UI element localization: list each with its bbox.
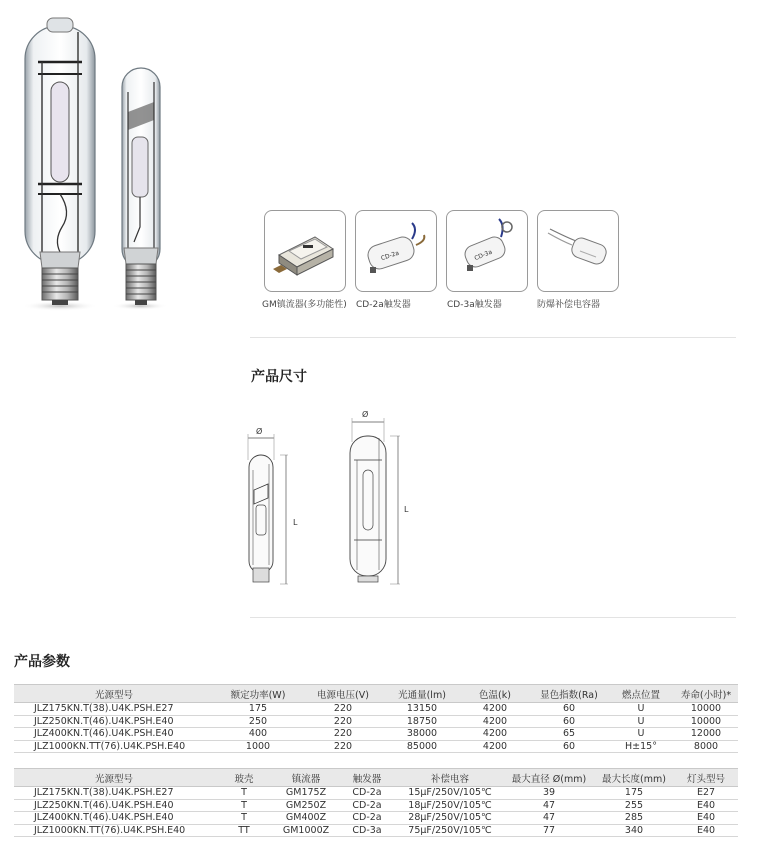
column-header: 玻壳 [214, 769, 274, 787]
table-cell: GM400Z [274, 812, 338, 825]
table-cell: 220 [302, 715, 384, 728]
table-cell: CD-3a [338, 824, 396, 837]
table-cell: 38000 [384, 728, 460, 741]
column-header: 补偿电容 [396, 769, 504, 787]
model-cell: JLZ175KN.T(38).U4K.PSH.E27 [14, 787, 214, 800]
table-cell: E40 [674, 812, 738, 825]
table-cell: 4200 [460, 740, 530, 753]
table-cell: GM1000Z [274, 824, 338, 837]
table-cell: 13150 [384, 703, 460, 716]
capacitor-icon [538, 211, 618, 291]
accessory-cd3a-card [446, 210, 528, 292]
table-cell: T [214, 787, 274, 800]
table-cell: 47 [504, 812, 594, 825]
model-cell: JLZ1000KN.TT(76).U4K.PSH.E40 [14, 824, 214, 837]
table-cell: 285 [594, 812, 674, 825]
table-cell: CD-2a [338, 799, 396, 812]
table-cell: E27 [674, 787, 738, 800]
column-header: 燃点位置 [608, 685, 674, 703]
table-cell: 400 [214, 728, 302, 741]
table-cell: 75μF/250V/105℃ [396, 824, 504, 837]
table-cell: U [608, 703, 674, 716]
svg-text:CD-3a: CD-3a [473, 248, 494, 263]
table-cell: 255 [594, 799, 674, 812]
spec-table-accessories [14, 768, 738, 837]
table-row [14, 787, 738, 800]
table-cell: 340 [594, 824, 674, 837]
table-cell: 220 [302, 740, 384, 753]
diameter-label: Ø [256, 427, 263, 436]
model-cell: JLZ1000KN.TT(76).U4K.PSH.E40 [14, 740, 214, 753]
accessory-label: 防爆补偿电容器 [537, 300, 601, 310]
table-cell: 15μF/250V/105℃ [396, 787, 504, 800]
product-lamp-photo [20, 12, 200, 312]
length-label: L [404, 505, 409, 514]
table-cell: 18μF/250V/105℃ [396, 799, 504, 812]
table-cell: GM175Z [274, 787, 338, 800]
table-cell: 1000 [214, 740, 302, 753]
column-header: 触发器 [338, 769, 396, 787]
table-cell: 28μF/250V/105℃ [396, 812, 504, 825]
model-cell: JLZ400KN.T(46).U4K.PSH.E40 [14, 728, 214, 741]
model-cell: JLZ250KN.T(46).U4K.PSH.E40 [14, 799, 214, 812]
table-cell: 8000 [674, 740, 738, 753]
table-body [14, 703, 738, 753]
model-cell: JLZ250KN.T(46).U4K.PSH.E40 [14, 715, 214, 728]
table-cell: CD-2a [338, 787, 396, 800]
table-cell: 220 [302, 728, 384, 741]
table-cell: 39 [504, 787, 594, 800]
column-header: 镇流器 [274, 769, 338, 787]
accessory-label: GM镇流器(多功能性) [262, 300, 347, 310]
column-header: 显色指数(Ra) [530, 685, 608, 703]
table-header-row [14, 685, 738, 703]
table-cell: E40 [674, 799, 738, 812]
table-cell: H±15° [608, 740, 674, 753]
dimensions-title: 产品尺寸 [251, 369, 307, 385]
table-cell: U [608, 728, 674, 741]
table-cell: 4200 [460, 728, 530, 741]
column-header: 额定功率(W) [214, 685, 302, 703]
table-cell: 220 [302, 703, 384, 716]
accessory-capacitor-card [537, 210, 619, 292]
table-cell: E40 [674, 824, 738, 837]
table-cell: GM250Z [274, 799, 338, 812]
divider [250, 337, 736, 338]
column-header: 寿命(小时)* [674, 685, 738, 703]
table-cell: 18750 [384, 715, 460, 728]
column-header: 灯头型号 [674, 769, 738, 787]
column-header: 最大直径 Ø(mm) [504, 769, 594, 787]
table-cell: 65 [530, 728, 608, 741]
table-cell: T [214, 799, 274, 812]
dimension-drawing [240, 400, 420, 595]
table-cell: 77 [504, 824, 594, 837]
table-cell: 47 [504, 799, 594, 812]
column-header: 最大长度(mm) [594, 769, 674, 787]
table-cell: 60 [530, 715, 608, 728]
table-cell: CD-2a [338, 812, 396, 825]
table-cell: 175 [594, 787, 674, 800]
ballast-icon [265, 211, 345, 291]
column-header: 光源型号 [14, 769, 214, 787]
igniter-cd2a-icon [356, 211, 436, 291]
table-body [14, 787, 738, 837]
params-title: 产品参数 [14, 654, 70, 670]
model-cell: JLZ400KN.T(46).U4K.PSH.E40 [14, 812, 214, 825]
table-cell: 4200 [460, 703, 530, 716]
table-row [14, 799, 738, 812]
table-cell: U [608, 715, 674, 728]
table-cell: 12000 [674, 728, 738, 741]
accessory-label: CD-3a触发器 [447, 300, 502, 310]
table-cell: 4200 [460, 715, 530, 728]
table-row [14, 715, 738, 728]
table-cell: 10000 [674, 703, 738, 716]
table-cell: TT [214, 824, 274, 837]
table-cell: 250 [214, 715, 302, 728]
column-header: 电源电压(V) [302, 685, 384, 703]
column-header: 光通量(lm) [384, 685, 460, 703]
accessory-ballast-card [264, 210, 346, 292]
spec-table-performance [14, 684, 738, 753]
table-cell: 60 [530, 703, 608, 716]
diameter-label: Ø [362, 410, 369, 419]
accessory-label: CD-2a触发器 [356, 300, 411, 310]
table-row [14, 812, 738, 825]
accessory-cd2a-card [355, 210, 437, 292]
table-cell: T [214, 812, 274, 825]
igniter-cd3a-icon [447, 211, 527, 291]
length-label: L [293, 518, 298, 527]
divider [250, 617, 736, 618]
table-cell: 85000 [384, 740, 460, 753]
table-header-row [14, 769, 738, 787]
table-cell: 175 [214, 703, 302, 716]
table-row [14, 728, 738, 741]
table-cell: 60 [530, 740, 608, 753]
table-row [14, 740, 738, 753]
model-cell: JLZ175KN.T(38).U4K.PSH.E27 [14, 703, 214, 716]
column-header: 光源型号 [14, 685, 214, 703]
svg-text:CD-2a: CD-2a [380, 249, 400, 263]
column-header: 色温(k) [460, 685, 530, 703]
table-row [14, 824, 738, 837]
table-cell: 10000 [674, 715, 738, 728]
table-row [14, 703, 738, 716]
